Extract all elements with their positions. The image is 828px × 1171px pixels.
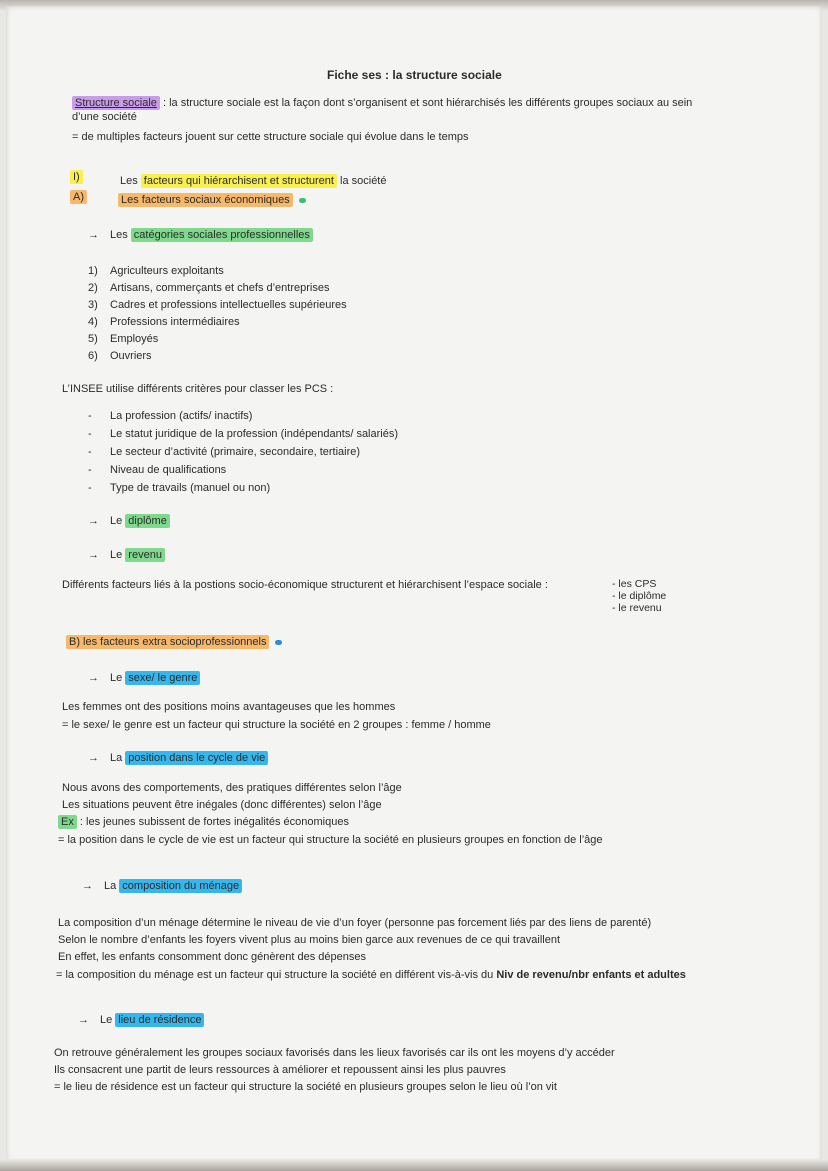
- cycle-heading: → La position dans le cycle de vie: [88, 751, 268, 765]
- cycle-line4: = la position dans le cycle de vie est un facteur qui structure la société en plusieurs groupes en fonction de l’âge: [58, 834, 603, 846]
- cycle-line2: Les situations peuvent être inégales (donc différentes) selon l’âge: [62, 799, 382, 811]
- lieu-line2: Ils consacrent une partit de leurs ressources à améliorer et repoussent ainsi les plus pauvres: [54, 1064, 506, 1076]
- list-item: - Le secteur d’activité (primaire, secondaire, tertiaire): [88, 446, 361, 458]
- arrow-icon: →: [88, 672, 99, 684]
- list-item: 2) Artisans, commerçants et chefs d’entreprises: [88, 282, 330, 294]
- list-item: - La profession (actifs/ inactifs): [88, 410, 253, 422]
- list-item: 4) Professions intermédiaires: [88, 316, 240, 328]
- revenu-heading: → Le revenu: [88, 548, 165, 562]
- arrow-icon: →: [88, 229, 99, 241]
- cycle-line1: Nous avons des comportements, des pratiques différentes selon l’âge: [62, 782, 402, 794]
- arrow-icon: →: [88, 549, 99, 561]
- term-structure-sociale: Structure sociale: [72, 96, 160, 110]
- arrow-icon: →: [88, 515, 99, 527]
- list-item: 1) Agriculteurs exploitants: [88, 265, 224, 277]
- list-item: - Niveau de qualifications: [88, 464, 227, 476]
- section-b-heading: B) les facteurs extra socioprofessionnels: [66, 635, 282, 649]
- summary-a-item: - le revenu: [612, 602, 662, 614]
- page-title: Fiche ses : la structure sociale: [327, 68, 502, 82]
- summary-a-text: Différents facteurs liés à la postions socio-économique structurent et hiérarchisent l’espace sociale :: [62, 579, 548, 591]
- lieu-line1: On retrouve généralement les groupes sociaux favorisés dans les lieux favorisés car ils ont les moyens d’y accéder: [54, 1047, 615, 1059]
- section-1-heading: Les facteurs qui hiérarchisent et structurent la société: [120, 175, 387, 187]
- lieu-heading: → Le lieu de résidence: [78, 1013, 204, 1027]
- diplome-heading: → Le diplôme: [88, 514, 170, 528]
- arrow-icon: →: [78, 1014, 89, 1026]
- menage-line3: En effet, les enfants consomment donc génèrent des dépenses: [58, 951, 366, 963]
- summary-a-item: - le diplôme: [612, 590, 667, 602]
- list-item: 5) Employés: [88, 333, 159, 345]
- intro-definition-cont: d’une société: [72, 111, 137, 123]
- green-dot-icon: [299, 198, 306, 203]
- lieu-line3: = le lieu de résidence est un facteur qui structure la société en plusieurs groupes selon le lieu où l’on vit: [54, 1081, 557, 1093]
- summary-a-item: - les CPS: [612, 578, 657, 590]
- menage-line2: Selon le nombre d’enfants les foyers vivent plus au moins bien garce aux revenues de ce qui travaillent: [58, 934, 561, 946]
- arrow-icon: →: [88, 752, 99, 764]
- blue-dot-icon: [275, 640, 282, 645]
- list-item: - Type de travails (manuel ou non): [88, 482, 271, 494]
- insee-text: L’INSEE utilise différents critères pour classer les PCS :: [62, 383, 334, 395]
- menage-line4: = la composition du ménage est un facteur qui structure la société en différent vis-à-vis du Niv de revenu/nbr enfants et adultes: [56, 969, 686, 981]
- list-item: 6) Ouvriers: [88, 350, 152, 362]
- pcs-heading: → Les catégories sociales professionnelles: [88, 228, 313, 242]
- sexe-heading: → Le sexe/ le genre: [88, 671, 200, 685]
- menage-heading: → La composition du ménage: [82, 879, 242, 893]
- list-item: 3) Cadres et professions intellectuelles supérieures: [88, 299, 347, 311]
- cycle-line3: Ex : les jeunes subissent de fortes inégalités économiques: [58, 815, 349, 829]
- section-1-num: I): [70, 170, 83, 184]
- section-a-num: A): [70, 190, 87, 204]
- sexe-line2: = le sexe/ le genre est un facteur qui structure la société en 2 groupes : femme / homme: [62, 719, 491, 731]
- sexe-line1: Les femmes ont des positions moins avantageuses que les hommes: [62, 701, 396, 713]
- menage-line1: La composition d’un ménage détermine le niveau de vie d’un foyer (personne pas forcement liés par des liens de parenté): [58, 917, 652, 929]
- section-a-heading: Les facteurs sociaux économiques: [118, 193, 306, 207]
- page-bottom-edge: [0, 1159, 828, 1171]
- arrow-icon: →: [82, 880, 93, 892]
- intro-line3: = de multiples facteurs jouent sur cette structure sociale qui évolue dans le temps: [72, 131, 469, 143]
- list-item: - Le statut juridique de la profession (indépendants/ salariés): [88, 428, 399, 440]
- intro-definition: Structure sociale : la structure sociale est la façon dont s’organisent et sont hiérarchisés les différents groupes sociaux au sein: [72, 96, 692, 110]
